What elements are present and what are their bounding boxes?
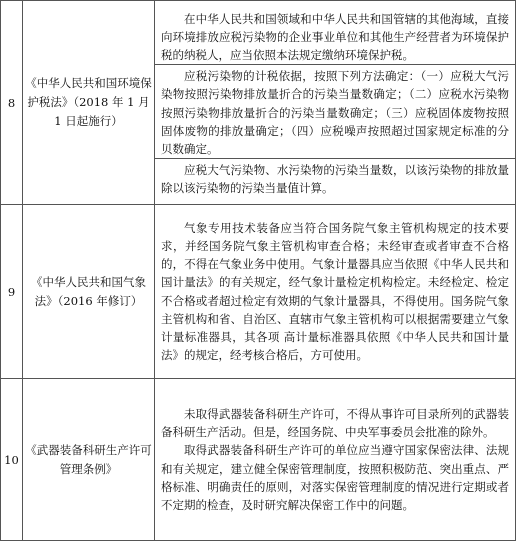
- provision-paragraph: 未取得武器装备科研生产许可，不得从事许可目录所列的武器装备科研生产活动。但是，经国务院、中央军事委员会批准的除外。: [161, 407, 509, 440]
- table-row: [1, 379, 516, 541]
- law-name: 《中华人民共和国气象法》（2016 年修订）: [23, 205, 155, 379]
- provision-paragraph: 在中华人民共和国领域和中华人民共和国管辖的其他海域，直接向环境排放应税污染物的企业事业单位和其他生产经营者为环境保护税的纳税人，应当依照本法规定缴纳环境保护税。: [161, 12, 509, 63]
- provision-segment: [155, 405, 515, 514]
- provision-paragraph: 取得武器装备科研生产许可的单位应当遵守国家保密法律、法规和有关规定，建立健全保密管理制度，按照积极防范、突出重点、严格标准、明确责任的原则，对落实保密管理制度的情况进行定期或者不定期的检查，及时研究解决保密工作中的问题。: [161, 443, 509, 512]
- table-row: [1, 1, 516, 205]
- row-number: 8: [1, 1, 23, 205]
- provision-segment: [155, 219, 515, 364]
- row-number: 10: [1, 379, 23, 541]
- provision-segment: [155, 64, 515, 157]
- provision-segment: [155, 10, 515, 64]
- provision-paragraph: 应税污染物的计税依据，按照下列方法确定：（一）应税大气污染物按照污染物排放量折合的污染当量数确定；（二）应税水污染物按照污染物排放量折合的污染当量数确定；（三）应税固体废物按照固体废物的排放量确定；（四）应税噪声按照超过国家规定标准的分贝数确定。: [161, 69, 509, 156]
- table-row: [1, 205, 516, 379]
- provision-content: [155, 1, 516, 205]
- law-name: 《武器装备科研生产许可管理条例》: [23, 379, 155, 541]
- row-number: 9: [1, 205, 23, 379]
- provision-segment: [155, 158, 515, 197]
- provision-paragraph: 应税大气污染物、水污染物的污染当量数，以该污染物的排放量除以该污染物的污染当量值计算。: [161, 162, 509, 195]
- provision-content: [155, 205, 516, 379]
- provision-content: [155, 379, 516, 541]
- law-name: 《中华人民共和国环境保护税法》（2018 年 1 月 1 日起施行）: [23, 1, 155, 205]
- provision-paragraph: 气象专用技术装备应当符合国务院气象主管机构规定的技术要求，并经国务院气象主管机构审查合格；未经审查或者审查不合格的，不得在气象业务中使用。气象计量器具应当依照《中华人民共和国计量法》的有关规定，经气象计量检定机构检定。未经检定、检定不合格或者超过检定有效期的气象计量器具，不得使用。国务院气象主管机构和省、自治区、直辖市气象主管机构可以根据需要建立气象计量标准器具，其各项 高计量标准器具依照《中华人民共和国计量法》的规定，经考核合格后，方可使用。: [161, 221, 509, 362]
